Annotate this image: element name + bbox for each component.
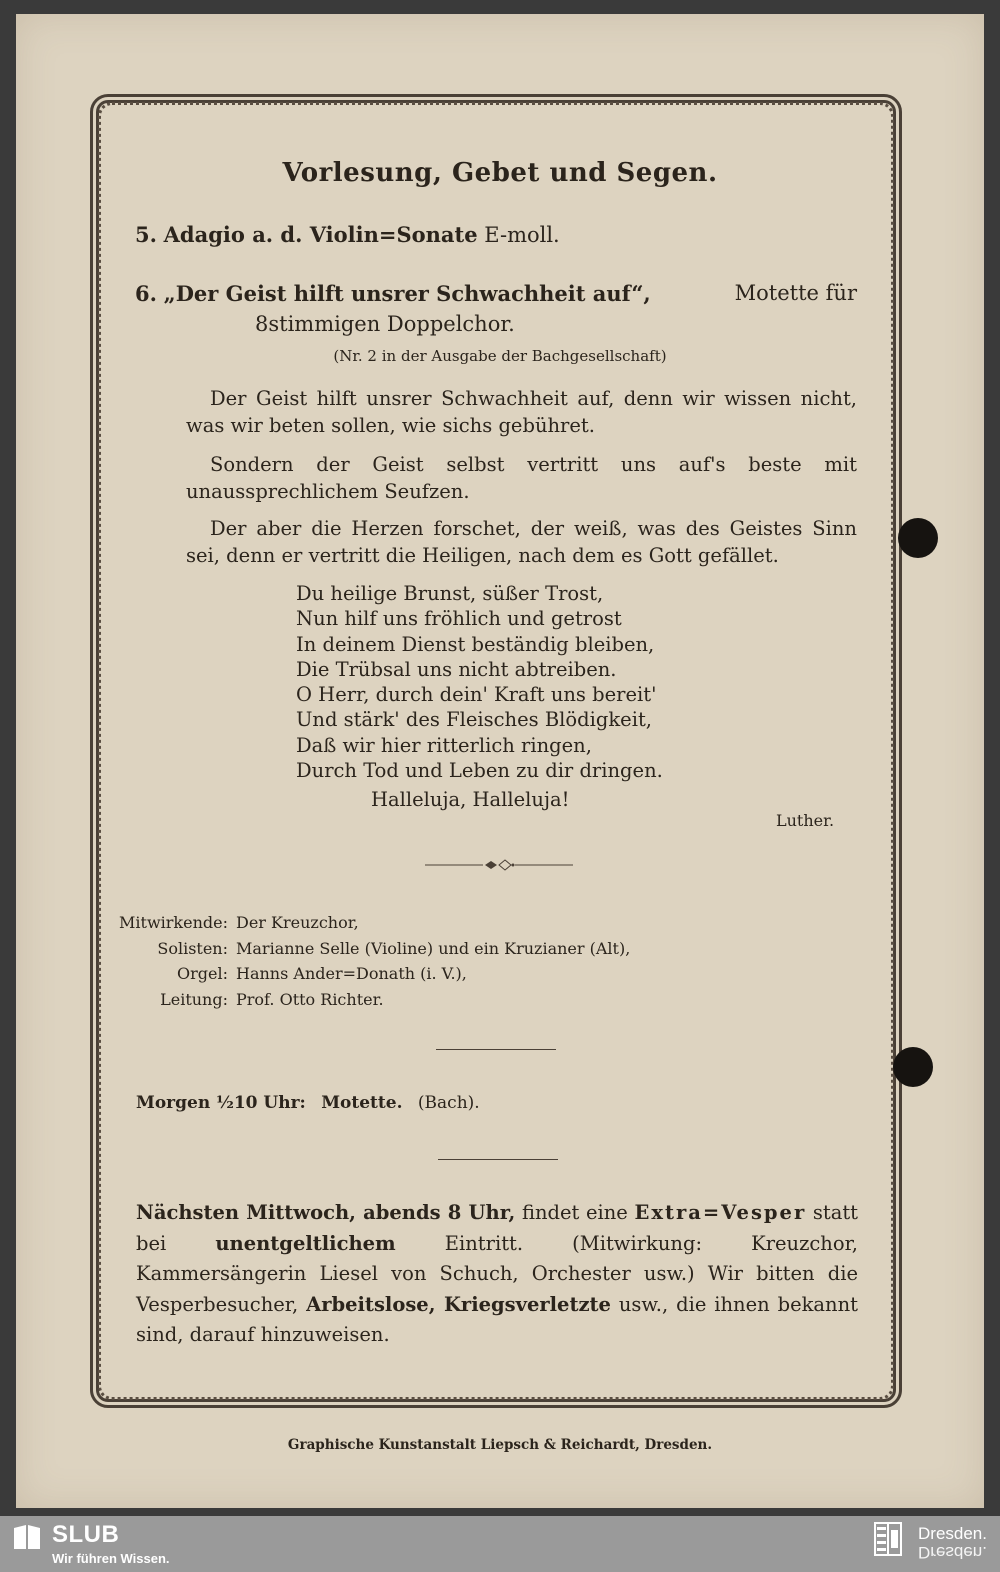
punch-hole-lower: [893, 1047, 933, 1087]
program-item-6: [135, 281, 857, 306]
item-6-number: 6.: [135, 281, 157, 306]
poem-author: Luther.: [776, 811, 835, 830]
credit-value: Der Kreuzchor,: [236, 913, 359, 932]
credit-value: Prof. Otto Richter.: [236, 989, 384, 1009]
credit-value: Marianne Selle (Violine) und ein Kruzianer (Alt),: [236, 938, 631, 958]
credit-value: Hanns Ander=Donath (i. V.),: [236, 964, 467, 983]
chorale-poem: [296, 581, 663, 783]
announcement-admission: unentgeltlichem: [215, 1231, 396, 1255]
poem-line: In deinem Dienst beständig bleiben,: [296, 632, 655, 656]
poem-line: Nun hilf uns fröhlich und getrost: [296, 607, 622, 631]
announcement-date: Nächsten Mittwoch, abends 8 Uhr,: [136, 1201, 516, 1224]
credit-row: [80, 961, 630, 987]
punch-hole-upper: [898, 518, 938, 558]
library-logo-text[interactable]: SLUB: [52, 1521, 120, 1548]
item-6-form: Motette für: [734, 281, 857, 305]
library-tagline: Wir führen Wissen.: [52, 1551, 170, 1566]
credit-row: [80, 936, 630, 962]
item-6-note: (Nr. 2 in der Ausgabe der Bachgesellschaft): [333, 347, 667, 365]
city-logo-text[interactable]: Dresden.: [918, 1524, 987, 1543]
item-6-title: „Der Geist hilft unsrer Schwachheit auf“,: [163, 281, 651, 306]
announcement-text: findet eine: [515, 1201, 635, 1224]
announcement-text: usw., die ihnen bekannt sind, darauf hinzuweisen.: [136, 1292, 859, 1346]
poem-refrain: Halleluja, Halleluja!: [371, 788, 570, 811]
divider-line: [436, 1049, 556, 1050]
credit-label: Mitwirkende:: [119, 913, 228, 932]
text-paragraph-1: Der Geist hilft unsrer Schwachheit auf, denn wir wissen nicht, was wir beten sollen, wie sichs gebühret.: [186, 387, 857, 437]
credit-row: [80, 987, 630, 1013]
announcement-event: Extra=Vesper: [634, 1201, 807, 1224]
credit-label: Leitung:: [160, 989, 228, 1009]
poem-line: Die Trübsal uns nicht abtreiben.: [296, 657, 617, 681]
section-heading: Vorlesung, Gebet und Segen.: [282, 158, 718, 188]
divider-line: [438, 1159, 558, 1160]
item-6-form-continued: 8stimmigen Doppelchor.: [255, 312, 515, 336]
credits-block: [80, 910, 630, 1012]
poem-line: Und stärk' des Fleisches Blödigkeit,: [296, 708, 652, 732]
poem-line: Durch Tod und Leben zu dir dringen.: [296, 759, 663, 783]
announcement-text: statt bei: [136, 1201, 858, 1255]
credit-label: Solisten:: [157, 938, 228, 958]
poem-line: Daß wir hier ritterlich ringen,: [296, 733, 592, 757]
tomorrow-notice: [136, 1093, 480, 1113]
poem-line: Du heilige Brunst, süßer Trost,: [296, 582, 604, 605]
text-paragraph-2: Sondern der Geist selbst vertritt uns auf's beste mit unaussprechlichem Seufzen.: [186, 453, 857, 503]
item-5-key: E-moll.: [484, 223, 560, 247]
credit-row: [80, 910, 630, 936]
announcement-audience: Arbeitslose, Kriegsverletzte: [306, 1292, 611, 1316]
tomorrow-time: Morgen ½10 Uhr:: [136, 1093, 306, 1113]
slub-book-icon[interactable]: [12, 1522, 42, 1552]
tomorrow-composer: (Bach).: [417, 1093, 480, 1113]
city-logo-reflection: Dresden.: [918, 1543, 987, 1562]
program-item-5: [135, 222, 560, 247]
poem-line: O Herr, durch dein' Kraft uns bereit': [296, 683, 657, 707]
credit-label: Orgel:: [177, 964, 228, 983]
printer-imprint: Graphische Kunstanstalt Liepsch & Reichardt, Dresden.: [287, 1437, 713, 1453]
dresden-coat-of-arms-icon[interactable]: [874, 1522, 902, 1556]
announcement-text: Eintritt. (Mitwirkung: Kreuzchor, Kammersängerin Liesel von Schuch, Orchester usw.) Wir bitten die Vesperbesucher,: [136, 1231, 858, 1316]
item-5-title: Adagio a. d. Violin=Sonate: [163, 222, 478, 247]
text-paragraph-3: Der aber die Herzen forschet, der weiß, was des Geistes Sinn sei, denn er vertritt die Heiligen, nach dem es Gott gefället.: [186, 517, 857, 567]
ornamental-divider: [425, 858, 573, 872]
announcement-paragraph: [136, 1198, 858, 1351]
tomorrow-event: Motette.: [321, 1093, 403, 1113]
item-5-number: 5.: [135, 222, 157, 247]
